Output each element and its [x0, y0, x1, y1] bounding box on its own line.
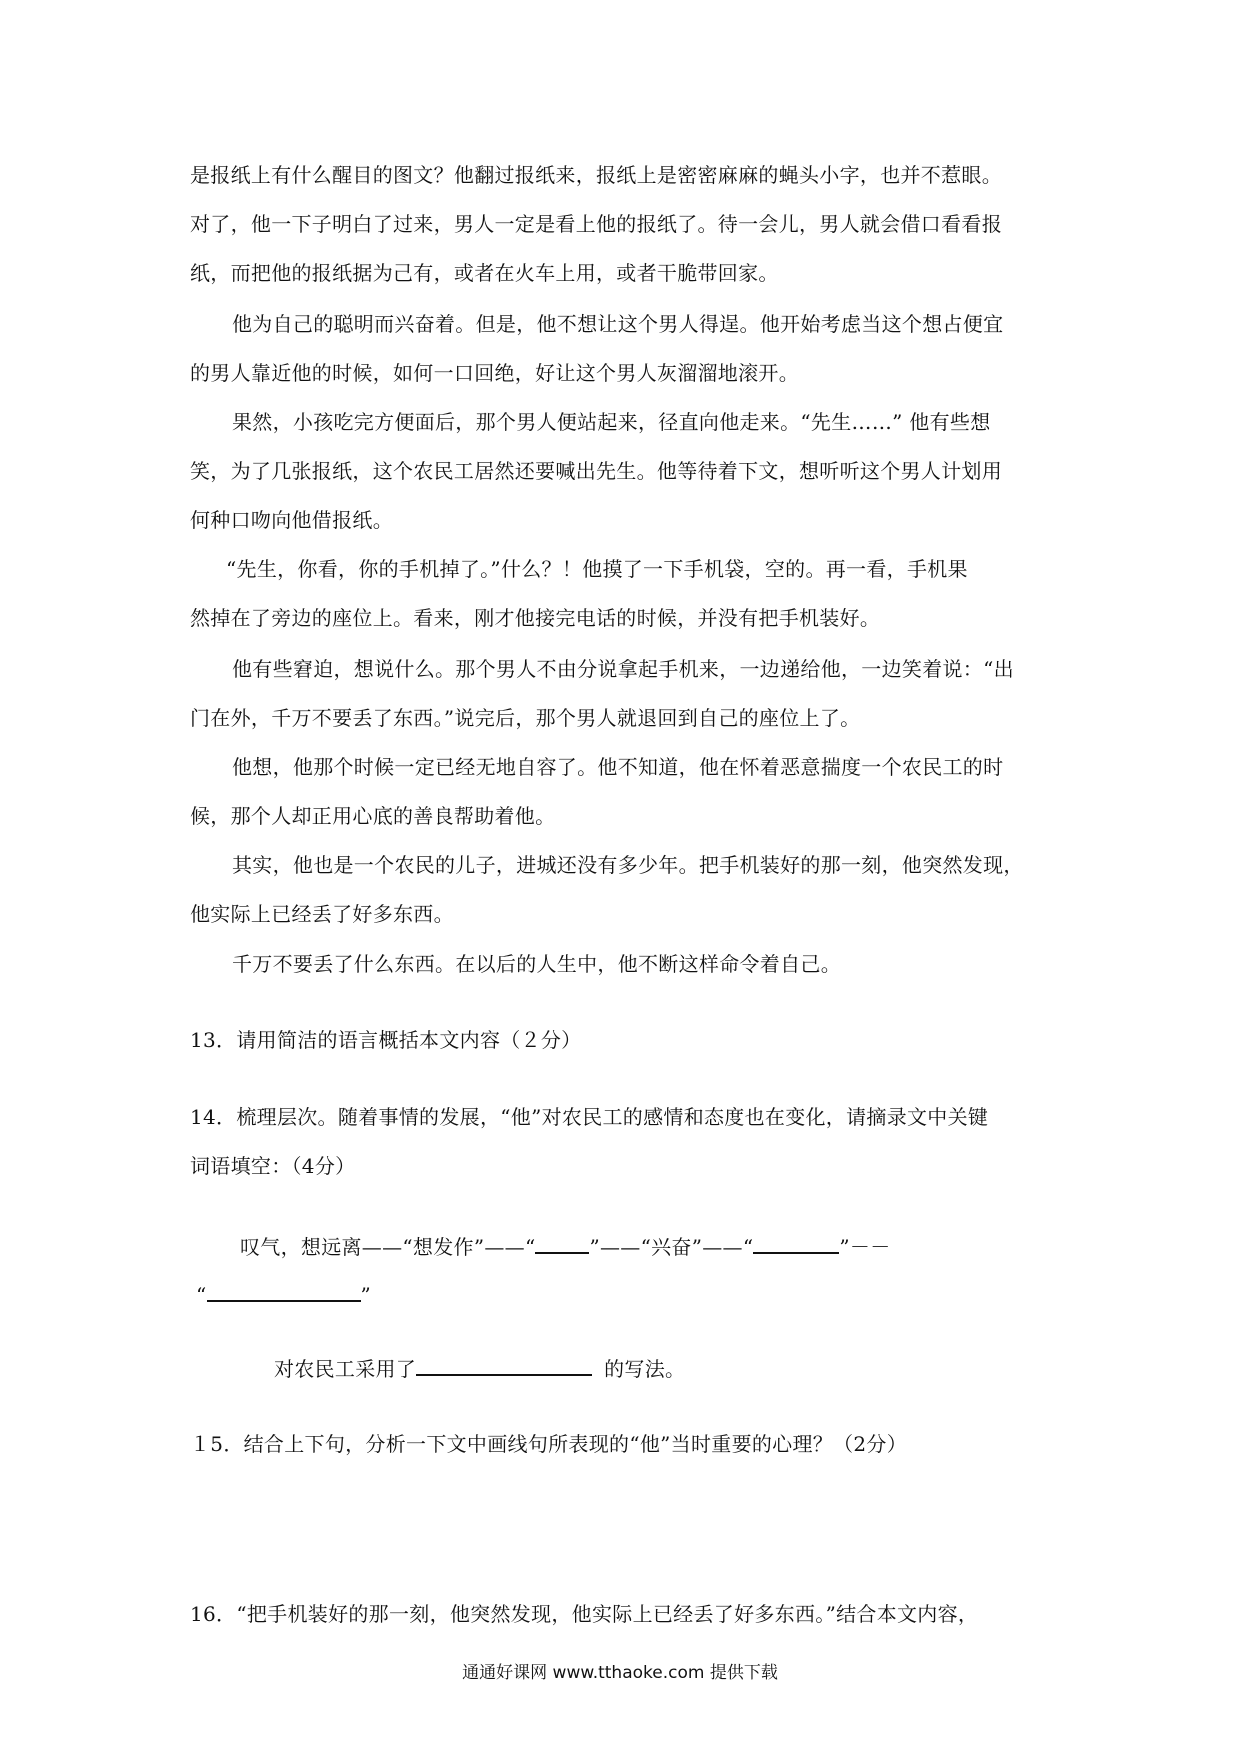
question-14-cont: 词语填空：（4分） [190, 1154, 356, 1178]
story-line: 千万不要丢了什么东西。在以后的人生中，他不断这样命令着自己。 [232, 952, 841, 976]
question-16: 16．“把手机装好的那一刻，他突然发现，他实际上已经丢了好多东西。”结合本文内容， [190, 1602, 979, 1626]
chain-text: ” [360, 1283, 372, 1307]
story-line: 门在外，千万不要丢了东西。”说完后，那个男人就退回到自己的座位上了。 [190, 706, 861, 730]
story-line: 纸，而把他的报纸据为己有，或者在火车上用，或者干脆带回家。 [190, 261, 779, 285]
story-line: 笑，为了几张报纸，这个农民工居然还要喊出先生。他等待着下文，想听听这个男人计划用 [190, 459, 1002, 483]
story-line: 他想，他那个时候一定已经无地自容了。他不知道，他在怀着恶意揣度一个农民工的时 [232, 755, 1004, 779]
story-line: 然掉在了旁边的座位上。看来，刚才他接完电话的时候，并没有把手机装好。 [190, 606, 881, 630]
question-14: 14．梳理层次。随着事情的发展，“他”对农民工的感情和态度也在变化，请摘录文中关键 [190, 1105, 989, 1129]
story-line: 他为自己的聪明而兴奋着。但是，他不想让这个男人得逞。他开始考虑当这个想占便宜 [232, 312, 1004, 336]
story-line: “先生，你看，你的手机掉了。”什么？！他摸了一下手机袋，空的。再一看，手机果 [226, 557, 968, 581]
chain-text: 叹气，想远离——“想发作”——“ [240, 1235, 536, 1259]
question-14-chain [240, 1232, 891, 1261]
story-line: 其实，他也是一个农民的儿子，进城还没有多少年。把手机装好的那一刻，他突然发现， [232, 853, 1024, 877]
chain-text: ”－－ [839, 1235, 891, 1259]
story-line: 何种口吻向他借报纸。 [190, 508, 393, 532]
story-line: 候，那个人却正用心底的善良帮助着他。 [190, 804, 556, 828]
story-line: 果然，小孩吃完方便面后，那个男人便站起来，径直向他走来。“先生……” 他有些想 [232, 410, 991, 434]
answer-blank-1[interactable] [535, 1232, 589, 1254]
story-line: 对了，他一下子明白了过来，男人一定是看上他的报纸了。待一会儿，男人就会借口看看报 [190, 212, 1002, 236]
chain-text: ”——“兴奋”——“ [589, 1235, 754, 1259]
question-13: 13．请用简洁的语言概括本文内容（２分） [190, 1028, 582, 1052]
answer-blank-2[interactable] [753, 1232, 839, 1254]
answer-blank-4[interactable] [416, 1354, 592, 1376]
story-line: 他有些窘迫，想说什么。那个男人不由分说拿起手机来，一边递给他，一边笑着说：“出 [232, 657, 1014, 681]
story-line: 他实际上已经丢了好多东西。 [190, 902, 454, 926]
answer-blank-3[interactable] [207, 1280, 361, 1302]
page-footer: 通通好课网 www.tthaoke.com 提供下载 [462, 1663, 778, 1683]
story-line: 的男人靠近他的时候，如何一口回绝，好让这个男人灰溜溜地滚开。 [190, 361, 799, 385]
method-text: 的写法。 [604, 1357, 686, 1381]
method-text: 对农民工采用了 [274, 1357, 417, 1381]
question-14-chain-cont [196, 1280, 371, 1309]
story-line: 是报纸上有什么醒目的图文？他翻过报纸来，报纸上是密密麻麻的蝇头小字，也并不惹眼。 [190, 163, 1002, 187]
question-14-method [274, 1354, 685, 1383]
chain-text: “ [196, 1283, 207, 1307]
question-15: １5．结合上下句，分析一下文中画线句所表现的“他”当时重要的心理？（2分） [190, 1432, 907, 1456]
